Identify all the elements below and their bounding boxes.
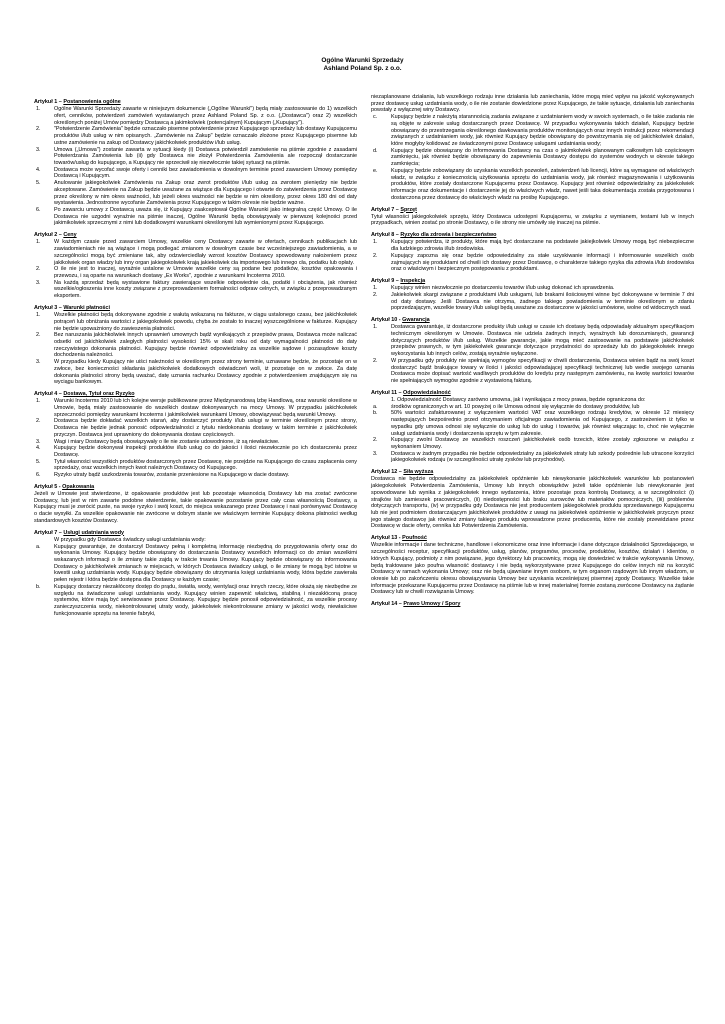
article-heading [371,601,694,608]
clause-item [34,359,357,386]
clause-item [371,358,694,385]
clause-text: Warunki Incoterms 2010 lub ich kolejne wersje publikowane przez Międzynarodową Izbę Handlową, oraz warunki określone w Umowie, będą miały zastosowanie do wszelkich dostaw dokonywanych na mocy Umowy. W przypadku jakichkolwiek sprzeczności pomiędzy warunkami Incoterms i jakimikolwiek warunkami Umowy, obowiązywać będą warunki Umowy. [54,398,357,418]
article-heading [371,207,694,214]
clause-marker: 2. [373,291,378,298]
article-number: Artykuł 14 – [371,601,404,608]
clause-item [34,126,357,146]
clause-item [371,285,694,292]
clause-text: Dostawca w żadnym przypadku nie będzie odpowiedzialny za jakiekolwiek straty lub szkody pośrednie lub utracone korzyści jakiegokolwiek rodzaju (w szczególności utratę zysków lub przychodów). [391,450,694,464]
clause-text: Dostawca gwarantuje, iż dostarczone produkty i/lub usługi w czasie ich dostawy będą odpowiadały aktualnym specyfikacjom technicznym określonym w Umowie. Dostawca nie udziela żadnych innych, wyraźnych lub dorozumianych, gwarancji dotyczących produktów i/lub usług. Wszelkie gwarancje, jakie mogą mieć zastosowanie na podstawie jakichkolwiek przepisów prawnych, w tym jakiekolwiek gwarancje dotyczące przydatności do sprzedaży lub do jakiegokolwiek innego wykorzystania lub innych celów, zostają wyraźnie wyłączone. [391,324,694,358]
clause-text: Kupujący gwarantuje, że dostarczył Dostawcy pełną i kompletną informację niezbędną do przygotowania oferty oraz do wykonania Umowy. Kupujący będzie obowiązany do dostarczania Dostawcy wszelkich informacji co do zmian wszelkimi wskazanych informacji o ile zmiany takie zajdą w trakcie trwania Umowy. Kupujący będzie obowiązany do informowania Dostawcy o jakichkolwiek zmianach w miejscach, w których Dostawca świadczy usługi, o ile zmiany te mogą być istotne w kwestii usług uzdatniania wody. Kupujący będzie obowiązany do utrzymania księgi uzdatniania wody, która będzie zawierała pełen rejestr i która będzie dostępna dla Dostawcy w każdym czasie; [54,543,357,584]
clause-marker: e. [373,167,378,174]
clause-text: Jakiekolwiek skargi związane z produktami i/lub usługami, lub brakami ilościowymi winne być dokonywane w terminie 7 dni od daty dostawy. Jeśli Dostawca nie otrzyma, żadnego takiego powiadomienia w terminie określonym w zdaniu poprzedzającym, wszelkie towary i/lub usługi będą uważane za dostarczone w jakości umówione, wolne od widocznych wad. [391,291,694,312]
article-title: Siła wyższa [403,469,434,476]
article-number: Artykuł 12 – [371,469,404,476]
clause-marker: 1. [36,106,41,113]
article-number: Artykuł 9 – [371,277,401,284]
article-number: Artykuł 7 – [34,529,64,536]
clause-marker: 6. [36,472,41,479]
clause-marker: 3. [36,279,41,286]
clause-item [371,324,694,358]
article-title: Prawo Umowy / Spory [403,601,461,608]
clause-paragraph: Tytuł własności jakiegokolwiek sprzętu, który Dostawca udostępni Kupującemu, w związku z wymianem, testami lub w innych przypadkach, winien zostać po stronie Dostawcy, o ile strony nie umówiły się inaczej na piśmie. [371,213,694,227]
clause-text: Na każdą sprzedaż będą wystawione faktury zawierające wszelkie odpowiednie cła, podatki i obciążenia, jak również wszelkie/ogłoszenia inne koszty związane z przeprowadzeniem formalności odpraw celnych, w związku z przeprowadzanym eksportem. [54,279,357,300]
article-title: Ryzyko dla zdrowia i bezpieczeństwo [400,232,497,239]
clause-marker: 4. [36,445,41,452]
clause-item [34,332,357,359]
article-number: Artykuł 10 - [371,317,403,324]
clause-marker: 6. [36,207,41,213]
article-title: Poufność [402,535,427,542]
clause-item [34,147,357,167]
article-title: Ceny [63,232,77,239]
clause-text: Umowa („Umowa") zostanie zawarta w sytuacji kiedy (i) Dostawca potwierdził zamówienie na piśmie zgodnie z zasadami Potwierdzania Zamówienia lub (ii) gdy Dostawca nie złożył Potwierdzenia Zamówienia ale rozpoczął dostarczanie towarów/usług do kupującego, a Kupujący nie sprzeciwił się niezwłocznie takiej sytuacji na piśmie. [54,146,357,166]
clause-item [34,445,357,458]
clause-item [34,472,357,479]
clause-marker: c. [373,114,378,121]
clause-marker: 2. [36,332,41,339]
clause-marker: 2. [36,266,41,273]
article-number: Artykuł 8 – [371,232,401,239]
article-heading [34,530,357,537]
clause-item [371,239,694,252]
clause-item [371,404,694,411]
left-column [34,94,357,617]
clause-item [34,106,357,126]
clause-item [34,280,357,300]
article-title: Warunki płatności [63,304,110,311]
clause-marker: d. [373,147,378,154]
clause-marker: 2. [373,437,378,444]
clause-paragraph: Jeżeli w Umowie jest stwierdzone, iż opakowanie produktów jest lub pozostaje własnością Dostawcy lub ma zostać zwrócone Dostawcy, lub jest w nim zawarte podobne stwierdzenie, takie opakowanie pozostanie przez cały czas własnością Dostawcy, a Kupujący musi je zwrócić puste, na swoje ryzyko i swój koszt, do miejsca wskazanego przez Dostawcę i nasi porównywać Dostawcę o dacie wysyłki. Za wszelkie opakowanie nie zwrócone w dobrym stanie we właściwym terminie Kupujący dokona płatności według standardowych kosztów Dostawcy. [34,491,357,524]
clause-item [371,292,694,312]
article-heading [34,305,357,312]
clause-item [34,180,357,207]
clause-text: Ryzyko utraty bądź uszkodzenia towarów, zostanie przeniesione na Kupującego w dacie dostawy. [54,472,290,479]
clause-marker: 1. [36,312,41,319]
article-title: Gwarancja [402,317,430,324]
right-column [371,94,694,608]
clause-item [34,398,357,418]
article-number: Artykuł 4 – [34,390,64,397]
clause-text: Po zawarciu umowy z Dostawcą uważa się, iż Kupujący zaakceptował Ogólne Warunki jako integralną część Umowy. O ile Dostawca nie uzgodni wyraźnie na piśmie inaczej, Ogólne Warunki będą obowiązywały w pierwszej kolejności przed jakimikolwiek sprzecznymi z nimi lub dodatkowymi warunkami określonymi lub wymienionymi przez Kupującego. [54,207,357,227]
clause-marker: 3. [36,146,41,153]
clause-text: W każdym czasie przed zawarciem Umowy, wszelkie ceny Dostawcy zawarte w ofertach, cennikach publikacjach lub zawiadomieniach nie są wiążące i mogą podlegać zmianom w dowolnym czasie bez wcześniejszego zawiadomienia, a w szczególności mogą być zmieniane tak, aby odzwierciedlały wzrost kosztów Dostawcy spowodowany nałożeniem przez jakikolwiek organ władzy lub inny organ jakiegokolwiek krają jakiekolwiek cła importowego lub innego cła, podatku lub opłaty. [54,239,357,266]
article-heading [371,535,694,542]
clause-text: Tytuł własności wszystkich produktów dostarczonych przez Dostawcę, nie przejdzie na Kupującego do czasu zapłacenia ceny sprzedaży, oraz wszelkich innych kwot należnych Dostawcy od Kupującego. [54,458,357,472]
clause-marker: 2. [373,357,378,364]
article-title: Dostawa, Tytuł oraz Ryzyko [63,390,135,397]
clause-text: Kupujący będzie dokonywał inspekcji produktów i/lub usług co do jakości i ilości niezwłocznie po ich dostarczeniu przez Dostawcę. [54,445,357,458]
clause-item [371,168,694,202]
title-line-2: Ashland Poland Sp. z o.o. [323,65,402,72]
article-heading [371,278,694,285]
article-heading [34,484,357,491]
clause-text: Dostawca może wycofać swoje oferty i cenniki bez zawiadomienia w dowolnym terminie przed zawarciem Umowy pomiędzy Dostawcą i Kupującym. [54,166,357,180]
article-number: Artykuł 3 – [34,304,64,311]
article-heading [371,390,694,397]
clause-text: Anulowanie jakiegokolwiek Zamówienia na Zakup oraz zwrot produktów i/lub usług za zwrotem pieniędzy nie będzie akceptowane. Zamówienie na Zakup będzie uważane za wiążące dla Kupującego i otwarte do zatwierdzenia przez Dostawcę przez określony w nim okres ważności, lub jeżeli okres ważności nie będzie w nim określony, przez okres 180 dni od daty wystawienia. Jednostronne wycofanie Zamówienia przez Kupującego w takim okresie nie będzie ważne. [54,180,357,207]
article-heading [34,99,357,106]
article-number: Artykuł 1 – [34,99,64,105]
clause-text: Bez naruszania jakichkolwiek innych uprawnień umownych bądź wynikających z przepisów prawa, Dostawca może naliczać odsetki od jakichkolwiek zaległych płatności wysokości 15% w skali roku od daty wymagalności płatności do daty rzeczywistego dokonania płatności. Kupujący będzie również odpowiedzialny za wszelkie sądowe i pozasądowe koszty dochodzenia należności. [54,332,357,359]
clause-marker: 5. [36,180,41,187]
clause-marker: b. [373,410,378,417]
article-title: Inspekcja [400,277,426,284]
clause-item [371,148,694,168]
clause-item [34,584,357,618]
clause-text: W przypadku kiedy Kupujący nie uiści należności w określonym przez strony terminie, uznawane będzie, że pozostaje on w zwłoce, bez konieczności składania jakichkolwiek dodatkowych oświadczeń woli, iż pozostaje on w zwłoce. Za datę dokonania płatności strony będą uważać, datę uznania rachunku Dostawcy zgodnie z potwierdzeniem znajdującym się na wyciągu bankowym. [54,359,357,386]
clause-text: Kupujący dostarczy niezakłócony dostęp do prądu, światła, wody, wentylacji oraz innych rzeczy, które okażą się niezbędne ze względu na świadczone usługi uzdatniania wody. Kupujący winien zapewnić właściwą, stabilną i niezakłóconą pracę systemów, które mają być serwisowane przez Dostawcę. Kupujący będzie ponosił odpowiedzialność, za wszelkie procesy zanieczyszczenia wody, niekontrolowanej utraty wody, jakiekolwiek niekontrolowane zmiany w jakości wody, niewłaściwe funkcjonowanie sprzętu na terenie fabryki, [54,583,357,617]
clause-paragraph: 1. Odpowiedzialność Dostawcy zarówno umowna, jak i wynikająca z mocy prawa, będzie ograniczona do: [391,396,646,403]
clause-marker: b. [36,583,41,590]
clause-marker: 1. [373,239,378,246]
article-number: Artykuł 2 – [34,232,64,239]
clause-paragraph: W przypadku gdy Dostawca świadczy usługi uzdatniania wody: [54,536,206,543]
clause-item [34,544,357,584]
clause-text: Ogólne Warunki Sprzedaży zawarte w niniejszym dokumencie („Ogólne Warunki") będą miały zastosowanie do 1) wszelkich ofert, cenników, potwierdzeń zamówień wystawianych przez Ashland Poland Sp. z o.o. („Dostawca") oraz 2) wszelkich określonych poniżej Umów pomiędzy Dostawcą a jakimkolwiek (potencjalnym) Kupującym („Kupujący"). [54,106,357,126]
clause-text: Wagi i miary Dostawcy będą obowiązywały o ile nie zostanie udowodnione, iż są niewłaściwe. [54,438,280,445]
article-title: Usługi udatniania wody [63,529,125,536]
clause-marker: 1. [36,239,41,246]
clause-paragraph: niezaplanowane działania, lub wszelkiego rodzaju inne działania lub zaniechania, które mogą mieć wpływ na jakość wykonywanych przez dostawcę usług uzdatniania wody, o ile nie zostanie dowiedzione przez Kupującego, że takie sytuacje, działania lub zaniechania powstały z wyłącznej winy Dostawcy. [371,94,694,114]
clause-marker: 1. [36,398,41,405]
article-title: Sprzęt [400,206,417,213]
clause-marker: 3. [36,438,41,445]
clause-item [371,253,694,273]
clause-item [34,312,357,332]
clause-text: Kupujący będzie obowiązany do informowania Dostawcy na czas o jakimkolwiek planowanym całkowitym lub częściowym zamknięciu, jak również będzie obowiązany do zapewnienia Dostawcy dostępu do systemów wodnych w okresie takiego zamknięcia; [391,147,694,168]
clause-marker: 1. [373,324,378,331]
title-line-1: Ogólne Warunki Sprzedaży [321,57,404,64]
clause-item [371,451,694,464]
article-number: Artykuł 13 - [371,535,403,542]
article-title: Odpowiedzialność [403,389,451,396]
clause-marker: 2. [373,252,378,259]
article-number: Artykuł 7 – [371,206,401,213]
clause-marker: 1. [373,285,378,292]
clause-item [371,114,694,148]
clause-text: środków ograniczonych w art. 10 powyżej o ile Umowa odnosi się wyłącznie do dostawy produktów, lub [391,403,640,410]
clause-item [371,437,694,450]
clause-text: "Potwierdzenie Zamówienia" będzie oznaczało pisemne potwierdzenie przez Kupującego sprzedaży lub dostawy Kupującemu produktów i/lub usług w nim opisanych. „Zamówienie na Zakup" będzie oznaczało złożone przez Kupującego pisemne lub ustne zamówienie na zakup od Dostawcy jakichkolwiek produktów i/lub usług. [54,126,357,146]
clause-text: Kupujący zwolni Dostawcę ze wszelkich roszczeń jakichkolwiek osób trzecich, które zostały zgłoszone w związku z wykonaniem Umowy. [391,437,694,450]
clause-marker: 3. [373,450,378,457]
clause-text: O ile nie jest to inaczej, wyraźnie ustalone w Umowie wszelkie ceny są podane bez podatków, kosztów opakowania i przewozu, i są oparte na warunkach dostawy „Ex Works", zgodnie z warunkami Incoterms 2010. [54,266,357,279]
clause-item [371,410,694,437]
article-heading [371,232,694,239]
clause-text: 50% wartości zafakturowanej z wyłączeniem wartości VAT oraz wszelkiego rodzaju kredytów, w okresie 12 miesięcy następujących bezpośrednio przed otrzymaniem oficjalnego zawiadomienia od Kupującego, z zastrzeżeniem iż tylko w wypadku gdy umowa odnosi się wyłącznie do usług lub do usług i towarów, jak również włączając to, choć nie wyłącznie usługi uzdatniania wody i dostarczenia sprzętu w tym zakresie. [391,410,694,437]
clause-text: Kupujący będzie z należytą starannością zadania związane z uzdatnianiem wody w swoich systemach, o ile takie zadania nie są objęte w zakresie usług dostarczanych przez Dostawcę. W przypadku wykonywania takich działań, Kupujący będzie obowiązany do przestrzegania określonego dawkowania produktów monitorujących oraz innych instrukcji przez rekomendacji związanych z uzdatnianiem wody, jak również Kupujący będzie obowiązany do powstrzymania się od jakichkolwiek działań, które mogłyby kolidować ze świadczonymi przez Dostawcę usługami uzdatniania wody; [391,114,694,148]
clause-text: Dostawca będzie dokładać wszelkich starań, aby dostarczyć produkty i/lub usługi w terminie określonym przez strony, Dostawca nie będzie jednak ponosić odpowiedzialności z tytułu niedokonania dostawy w takim terminie z jakichkolwiek przyczyn. Dostawca jest uprawniony do dokonywania dostaw częściowych. [54,418,357,438]
clause-marker: a. [36,543,41,550]
clause-item [34,239,357,266]
clause-text: Kupujący będzie zobowiązany do uzyskania wszelkich pozwoleń, zatwierdzeń lub licencji, które są wymagane od właściwych władz, w związku z koniecznością użytkowania sprzętu do uzdatniania wody, jak również magazynowania i użytkowania produktów, które zostały dostarczone Kupującemu przez Dostawcę. Kupujący jest również odpowiedzialny za jakiekolwiek informacje oraz dokumentacje i dostarczenie jej do właściwych władz, nawet jeśli taka dokumentacja została przygotowana i dostarczona przez dostawcę do właściwych władz na prośbę Kupującego. [391,167,694,201]
clause-item [34,167,357,180]
clause-marker: 4. [36,166,41,173]
clause-marker: 5. [36,458,41,465]
clause-text: Wszelkie płatności będą dokonywane zgodnie z wałutą wskazaną na fakturze, w ciągu ustalonego czasu, bez jakichkolwiek potrąceń lub obniżania wartości z jakiegokolwiek powodu, chyba że zostało to inaczej wyszczególnione w fakturze. Kupujący nie będzie upoważniony do zawieszenia płatności. [54,312,357,332]
clause-marker: 3. [36,359,41,366]
clause-item [34,459,357,472]
article-heading [371,469,694,476]
article-number: Artykuł 11 – [371,389,404,396]
article-heading [371,317,694,324]
clause-text: W przypadku gdy produkty nie spełniają wymogów specyfikacji w chwili dostarczenia, Dostawca winien bądź na swój koszt dostarczyć bądź brakujące towary w ilości i jakości odpowiadającej specyfikacji technicznej lub wedle swojego uznania Dostawca może dopisać wartość wadliwych produktów do kredytu przy następnym zamówieniu, na kwotę wartości towarów nie spełniających wymogów zgodnie z wystawioną fakturą. [391,357,694,385]
article-heading [34,232,357,239]
clause-item [34,207,357,227]
article-title: Postanowienia ogólne [63,99,121,105]
clause-paragraph: Wszelkie informacje i dane techniczne, handlowe i ekonomiczne oraz inne informacje i dane dotyczące działalności Sprzedającego, w szczególności receptur, specyfikacji produktów, usług, planów, programów, procesów, produktów, kosztów, działań i klientów, o których Kupujący, podmioty z nim powiązane, jego dyrektorzy lub pracownicy, mogą się dowiedzieć w trakcie wykonywania Umowy, będą traktowane jako poufna własność dostawcy i nie będą wykorzystywane przez Kupującego do celów innych niż na korzyść Dostawcy w ramach wykonania Umowy; oraz nie będą ujawniane innym osobom, w tym organom rządowym lub innym władzom, w okresie lub po zakończeniu okresu obowiązywania Umowy bez uzyskania wcześniejszej pisemnej zgody Dostawcy. Wszelkie takie informacje przekazane Kupującemu przez Dostawcę na piśmie lub w innej materialnej formie zostaną zwrócone Dostawcy na żądanie Dostawcy lub w chwili rozwiązania Umowy. [371,542,694,596]
clause-paragraph: Dostawca nie będzie odpowiedzialny za jakiekolwiek opóźnienie lub niewykonanie jakichkolwiek warunków lub postanowień jakiegokolwiek Potwierdzenia Zamówienia, Umowy lub innych obowiązków jeżeli takie opóźnienie lub niewykonanie jest spowodowane lub wynika z jakiegokolwiek innego wydarzenia, które pozostaje poza kontrolą Dostawcy, a w szczególności: (i) strajków lub zamieszek pracowniczych, (ii) niedostępności lub braku surowców lub materiałów pomocniczych, (iii) problemów dotyczących transportu, (iv) w przypadku gdy Dostawca nie jest producentem jakiegokolwiek produktu sprzedawanego Kupującemu lub nie jest podmiotem dostarczającym jakichkolwiek produktów z uwagi na jakiekolwiek opóźnienie w jakichkolwiek przyczyn przez jego stałego dostawcę jak również zmiany takiego produktu wprowadzone przez producenta, które nie zostały przewidziane przez Dostawcę w dacie oferty, cennika lub Potwierdzenia Zamówienia. [371,476,694,530]
clause-text: Kupujący zapozna się oraz będzie odpowiedzialny za stałe uzyskiwanie informacji i informowanie wszelkich osób zajmujących się produktami od chwili ich dostawy przez Dostawcę, o charakterze takiego ryzyka dla zdrowia i/lub środowiska oraz o właściwym i bezpiecznym postępowaniu z produktami. [391,252,694,273]
article-number: Artykuł 5 - [34,483,63,490]
document-title [0,57,725,73]
article-title: Opakowania [62,483,95,490]
clause-text: Kupujący potwierdza, iż produkty, które mają być dostarczane na podstawie jakiejkolwiek Umowy mogą być niebezpieczne dla ludzkiego zdrowia i/lub środowiska. [391,239,694,253]
clause-marker: 2. [36,418,41,425]
clause-text: Kupujący winien niezwłocznie po dostarczeniu towarów i/lub usług dokonać ich sprawdzenia. [391,285,615,292]
clause-marker: a. [373,403,378,410]
clause-item [34,439,357,446]
article-heading [34,391,357,398]
clause-item [34,418,357,438]
clause-item [34,266,357,279]
clause-marker: 2. [36,126,41,133]
